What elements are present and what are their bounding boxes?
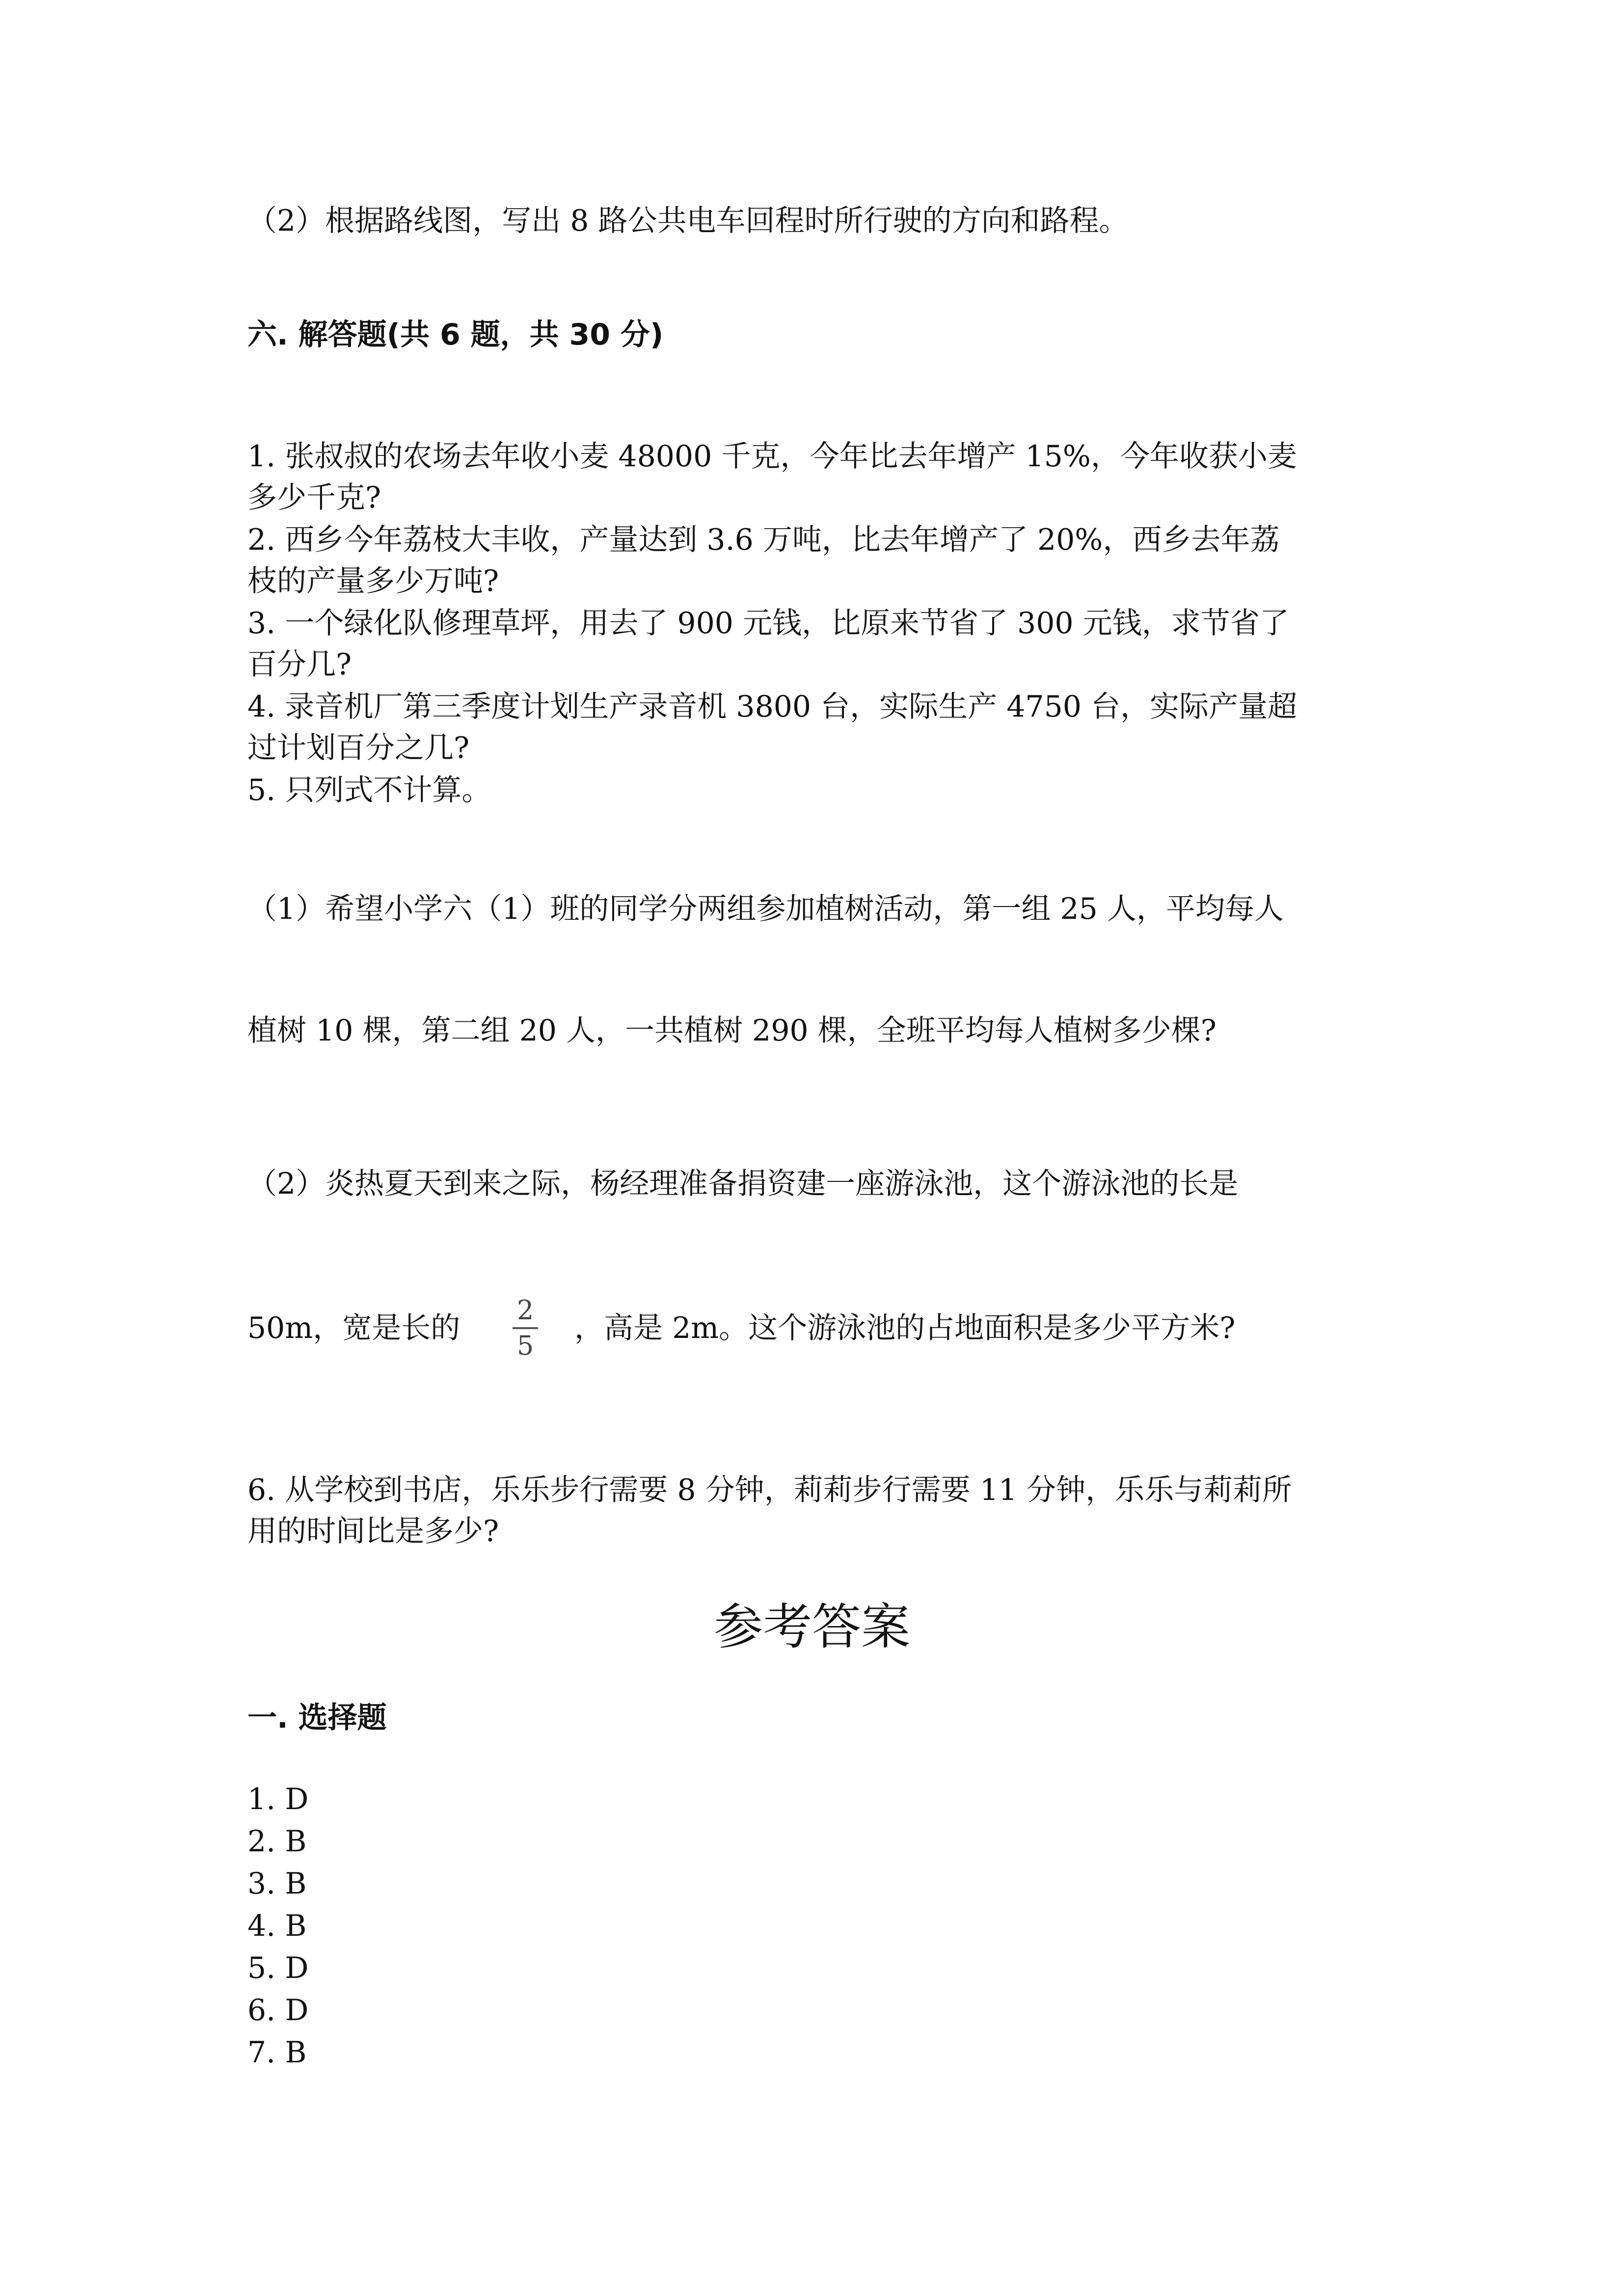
q2-line2: 枝的产量多少万吨?: [247, 564, 499, 598]
answer-item: 6. D: [247, 1993, 309, 2028]
q6-line2: 用的时间比是多少?: [247, 1514, 499, 1548]
q2-line1: 2. 西乡今年荔枝大丰收，产量达到 3.6 万吨，比去年增产了 20%，西乡去年荔: [247, 523, 1280, 557]
q3-line1: 3. 一个绿化队修理草坪，用去了 900 元钱，比原来节省了 300 元钱，求节省了: [247, 606, 1289, 641]
section5-question-2: （2）根据路线图，写出 8 路公共电车回程时所行驶的方向和路程。: [247, 204, 1129, 238]
q1-line1: 1. 张叔叔的农场去年收小麦 48000 千克，今年比去年增产 15%，今年收获小麦: [247, 439, 1297, 474]
fraction-denominator: 5: [516, 1330, 534, 1361]
answers-heading: 一. 选择题: [247, 1701, 387, 1735]
q5-sub2-line1: （2）炎热夏天到来之际，杨经理准备捐资建一座游泳池，这个游泳池的长是: [247, 1167, 1239, 1201]
fraction-bar: [513, 1327, 538, 1329]
answer-item: 1. D: [247, 1782, 309, 1816]
q5-sub2-line2b: ，高是 2m。这个游泳池的占地面积是多少平方米?: [574, 1311, 1236, 1345]
q5-sub1-line2: 植树 10 棵，第二组 20 人，一共植树 290 棵，全班平均每人植树多少棵?: [247, 1014, 1217, 1048]
q3-line2: 百分几?: [247, 647, 352, 682]
q5-sub1-line1: （1）希望小学六（1）班的同学分两组参加植树活动，第一组 25 人，平均每人: [247, 892, 1284, 926]
section6-heading: 六. 解答题(共 6 题，共 30 分): [247, 318, 664, 352]
q5-sub2-line2a: 50m，宽是长的: [247, 1311, 460, 1345]
fraction-numerator: 2: [516, 1295, 534, 1326]
answers-title: 参考答案: [714, 1598, 910, 1655]
q6-line1: 6. 从学校到书店，乐乐步行需要 8 分钟，莉莉步行需要 11 分钟，乐乐与莉莉所: [247, 1473, 1292, 1507]
answer-item: 7. B: [247, 2035, 307, 2070]
answer-item: 5. D: [247, 1951, 309, 1985]
answer-item: 3. B: [247, 1867, 307, 1901]
q4-line2: 过计划百分之几?: [247, 731, 470, 765]
q5: 5. 只列式不计算。: [247, 773, 491, 807]
answer-item: 2. B: [247, 1824, 307, 1859]
q4-line1: 4. 录音机厂第三季度计划生产录音机 3800 台，实际生产 4750 台，实际产量超: [247, 690, 1297, 724]
fraction-two-fifths: [506, 1296, 545, 1361]
q1-line2: 多少千克?: [247, 481, 381, 515]
answer-item: 4. B: [247, 1909, 307, 1943]
